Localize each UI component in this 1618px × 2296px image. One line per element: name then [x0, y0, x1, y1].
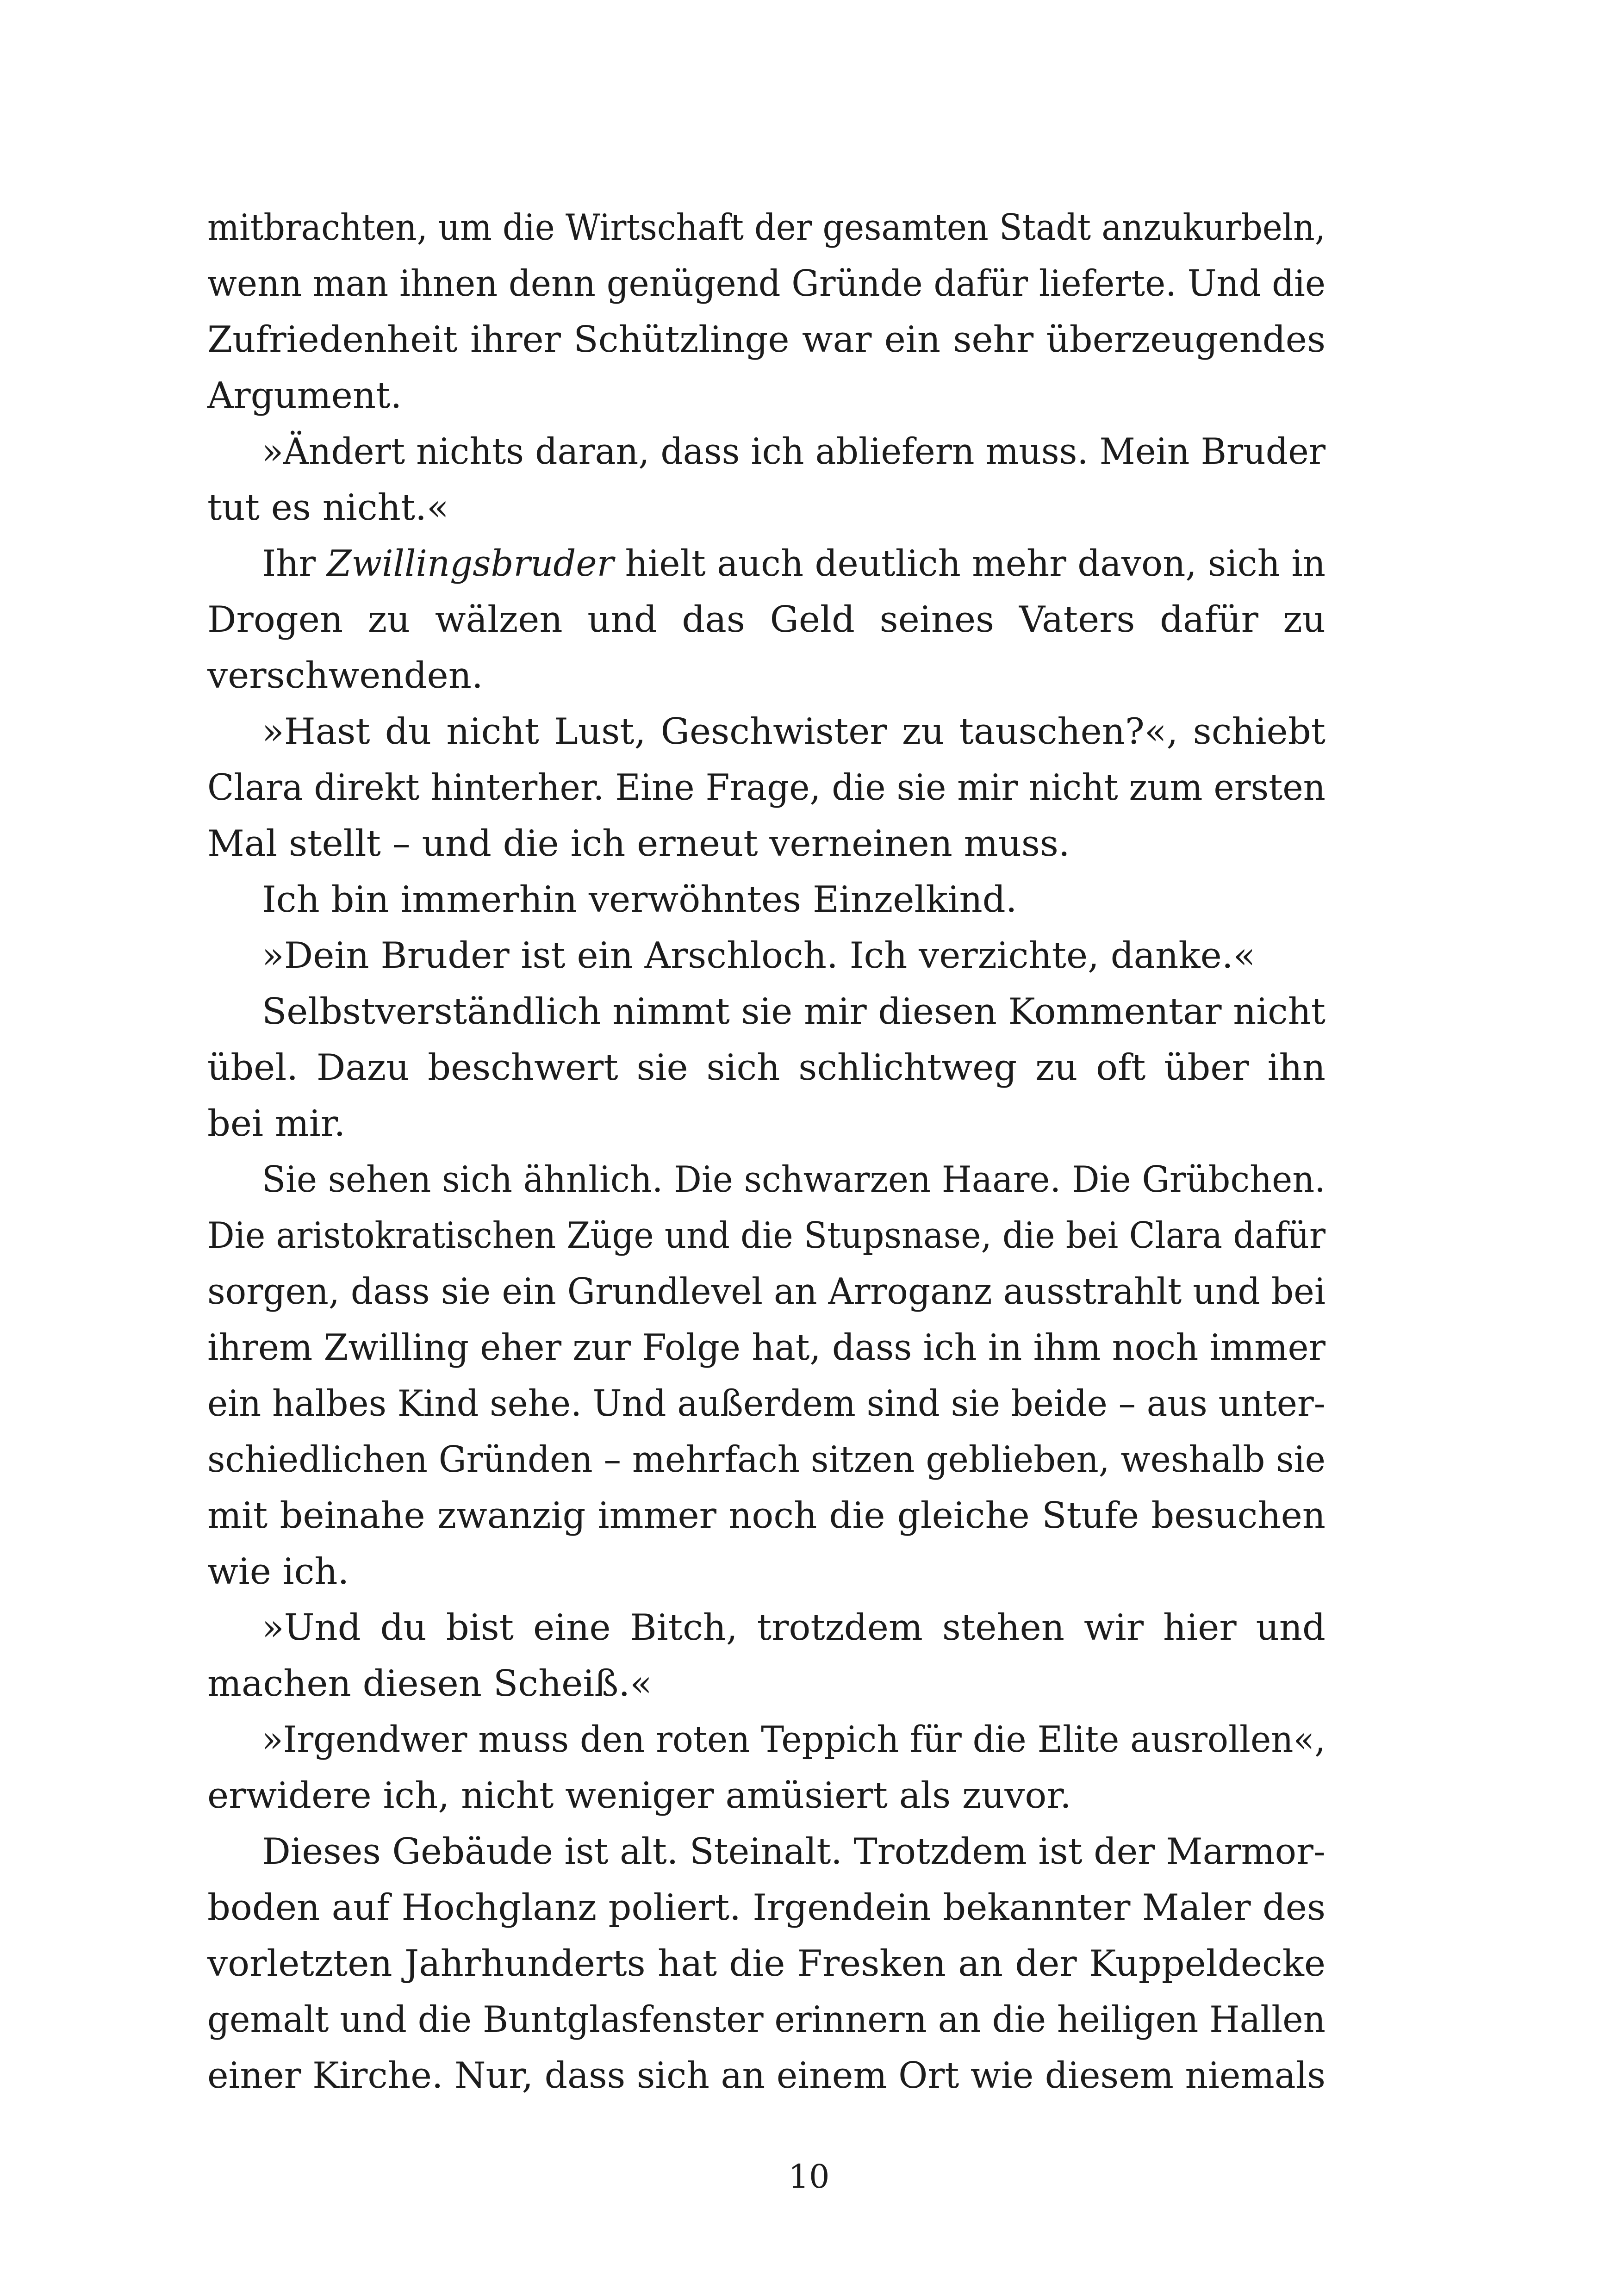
body-text: [207, 200, 1326, 2104]
text-segment: bei mir.: [207, 1103, 346, 1145]
text-line: [207, 1432, 1326, 1488]
text-line: [207, 1824, 1326, 1880]
text-segment: boden auf Hochglanz poliert. Irgendein bekannter Maler des: [207, 1887, 1326, 1929]
page-number: 10: [788, 2158, 830, 2196]
text-line: [207, 256, 1326, 312]
text-line: [207, 424, 1326, 480]
text-line: [207, 1376, 1326, 1432]
text-segment: erwidere ich, nicht weniger amüsiert als zuvor.: [207, 1775, 1071, 1817]
text-segment: »Hast du nicht Lust, Geschwister zu tauschen?«, schiebt: [262, 711, 1326, 753]
text-line: [207, 928, 1326, 984]
text-line: [207, 872, 1326, 928]
text-segment: mitbrachten, um die Wirtschaft der gesamten Stadt anzukurbeln,: [207, 207, 1326, 249]
text-segment: »Und du bist eine Bitch, trotzdem stehen wir hier und: [262, 1607, 1326, 1649]
text-segment: Mal stellt – und die ich erneut verneinen muss.: [207, 823, 1070, 865]
text-line: [207, 648, 1326, 704]
text-line: [207, 200, 1326, 256]
text-segment: machen diesen Scheiß.«: [207, 1663, 652, 1705]
text-segment: Die aristokratischen Züge und die Stupsnase, die bei Clara dafür: [207, 1215, 1326, 1257]
text-segment: Zufriedenheit ihrer Schützlinge war ein sehr überzeugendes: [207, 319, 1326, 361]
text-line: [207, 760, 1326, 816]
text-segment: »Irgendwer muss den roten Teppich für die Elite ausrollen«,: [262, 1719, 1326, 1761]
text-line: [207, 1264, 1326, 1320]
text-line: [207, 1656, 1326, 1712]
text-line: [207, 1544, 1326, 1600]
text-line: [207, 312, 1326, 368]
text-segment: übel. Dazu beschwert sie sich schlichtweg zu oft über ihn: [207, 1047, 1326, 1089]
text-segment: ihrem Zwilling eher zur Folge hat, dass ich in ihm noch immer: [207, 1327, 1326, 1369]
text-segment: sorgen, dass sie ein Grundlevel an Arroganz ausstrahlt und bei: [207, 1271, 1326, 1313]
text-line: [207, 368, 1326, 424]
text-line: [207, 536, 1326, 592]
text-segment: Argument.: [207, 375, 402, 417]
text-segment: Drogen zu wälzen und das Geld seines Vaters dafür zu: [207, 599, 1326, 641]
text-segment: Sie sehen sich ähnlich. Die schwarzen Haare. Die Grübchen.: [262, 1159, 1326, 1201]
text-line: [207, 1320, 1326, 1376]
text-line: [207, 1040, 1326, 1096]
text-line: [207, 2048, 1326, 2104]
text-segment: »Dein Bruder ist ein Arschloch. Ich verzichte, danke.«: [262, 935, 1256, 977]
text-segment: wenn man ihnen denn genügend Gründe dafür lieferte. Und die: [207, 263, 1326, 305]
text-line: [207, 1992, 1326, 2048]
text-line: [207, 1152, 1326, 1208]
text-line: [207, 1768, 1326, 1824]
text-line: [207, 592, 1326, 648]
text-segment: schiedlichen Gründen – mehrfach sitzen geblieben, weshalb sie: [207, 1439, 1326, 1481]
text-segment: hielt auch deutlich mehr davon, sich in: [614, 543, 1326, 585]
text-line: [207, 1208, 1326, 1264]
text-line: [207, 1880, 1326, 1936]
text-segment: Dieses Gebäude ist alt. Steinalt. Trotzdem ist der Marmor-: [262, 1831, 1326, 1873]
text-segment: ein halbes Kind sehe. Und außerdem sind sie beide – aus unter-: [207, 1383, 1326, 1425]
text-segment: »Ändert nichts daran, dass ich abliefern muss. Mein Bruder: [262, 431, 1326, 473]
text-line: [207, 1488, 1326, 1544]
text-segment: gemalt und die Buntglasfenster erinnern an die heiligen Hallen: [207, 1999, 1326, 2041]
italic-text: Zwillingsbruder: [327, 543, 614, 585]
text-segment: verschwenden.: [207, 655, 483, 697]
text-line: [207, 984, 1326, 1040]
text-line: [207, 816, 1326, 872]
text-segment: mit beinahe zwanzig immer noch die gleiche Stufe besuchen: [207, 1495, 1326, 1537]
text-line: [207, 1096, 1326, 1152]
text-line: [207, 704, 1326, 760]
text-segment: Ich bin immerhin verwöhntes Einzelkind.: [262, 879, 1017, 921]
text-segment: wie ich.: [207, 1551, 349, 1593]
text-segment: Selbstverständlich nimmt sie mir diesen Kommentar nicht: [262, 991, 1326, 1033]
text-line: [207, 1712, 1326, 1768]
text-line: [207, 480, 1326, 536]
text-line: [207, 1936, 1326, 1992]
text-segment: einer Kirche. Nur, dass sich an einem Ort wie diesem niemals: [207, 2055, 1326, 2097]
text-line: [207, 1600, 1326, 1656]
text-segment: Ihr: [262, 543, 327, 585]
text-segment: Clara direkt hinterher. Eine Frage, die sie mir nicht zum ersten: [207, 767, 1326, 809]
text-segment: tut es nicht.«: [207, 487, 449, 529]
text-segment: vorletzten Jahrhunderts hat die Fresken an der Kuppeldecke: [207, 1943, 1326, 1985]
